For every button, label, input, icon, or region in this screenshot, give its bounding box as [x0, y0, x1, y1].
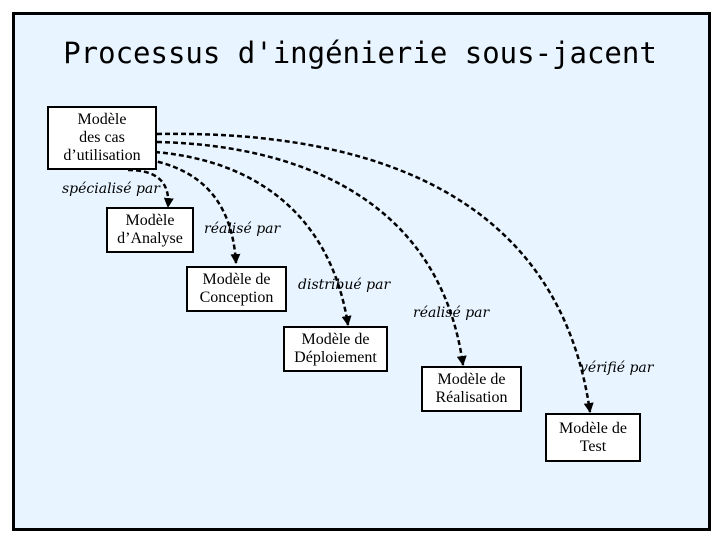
label-verifie-par: vérifié par [580, 360, 654, 376]
box-test-model: Modèle de Test [545, 413, 641, 462]
box-deployment-model: Modèle de Déploiement [283, 326, 388, 372]
label-realise-par-2: réalisé par [413, 305, 490, 321]
box-use-case-model: Modèle des cas d’utilisation [47, 106, 157, 170]
page-title: Processus d'ingénierie sous-jacent [63, 36, 657, 70]
box-implementation-model: Modèle de Réalisation [421, 366, 522, 412]
label-specialise-par: spécialisé par [62, 181, 160, 197]
label-distribue-par: distribué par [298, 277, 391, 293]
label-realise-par-1: réalisé par [204, 221, 281, 237]
box-analysis-model: Modèle d’Analyse [106, 207, 194, 253]
box-design-model: Modèle de Conception [186, 266, 287, 312]
